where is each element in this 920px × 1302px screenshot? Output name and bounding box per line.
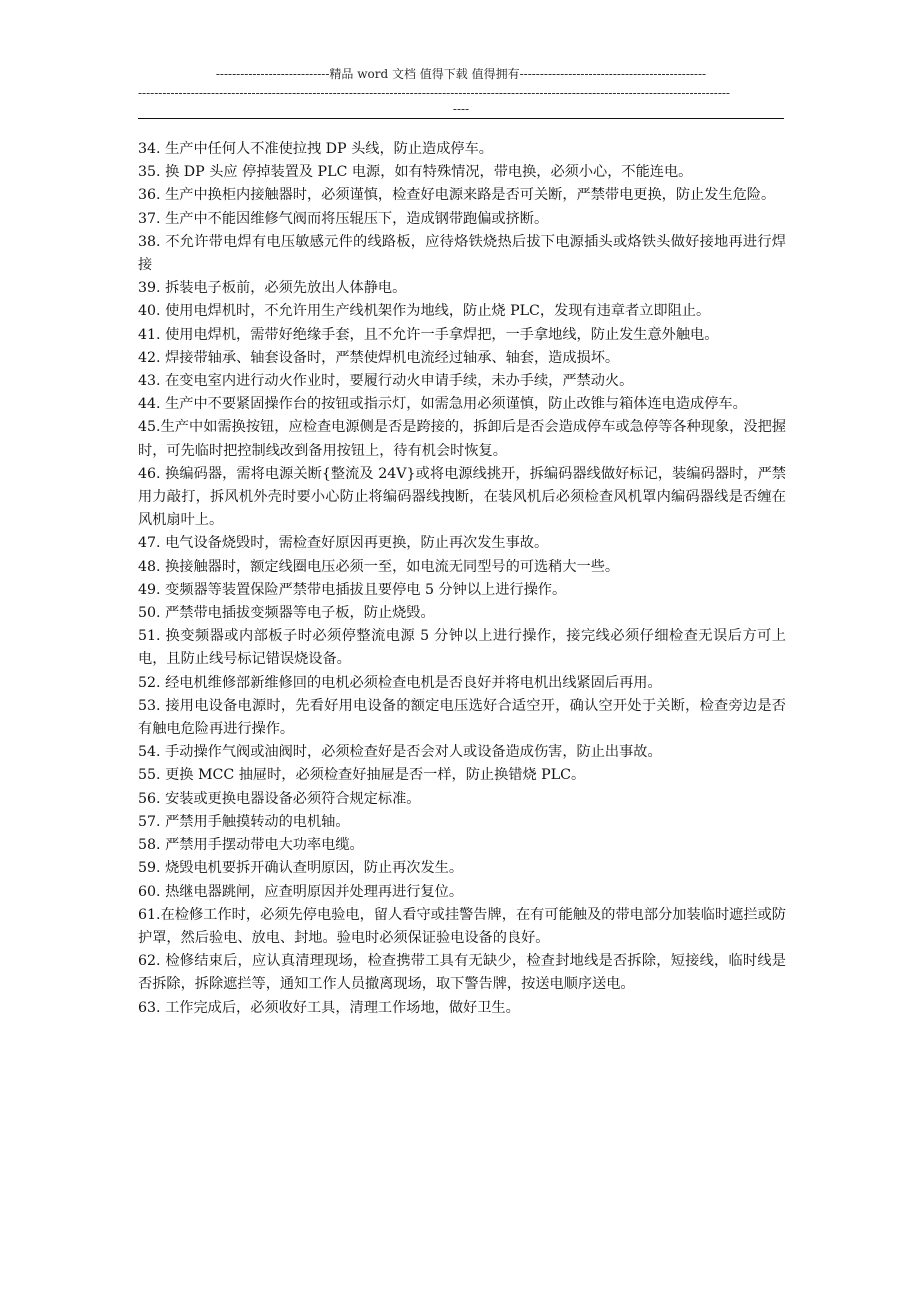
list-item: 43. 在变电室内进行动火作业时，要履行动火申请手续，未办手续，严禁动火。 [138,373,634,390]
list-item: 35. 换 DP 头应 停掉装置及 PLC 电源，如有特殊情况，带电换，必须小心，不能连电。 [138,164,693,181]
list-item: 48. 换接触器时，额定线圈电压必须一至，如电流无同型号的可选稍大一些。 [138,558,620,575]
list-item: 36. 生产中换柜内接触器时，必须谨慎，检查好电源来路是否可关断，严禁带电更换，防止发生危险。 [138,187,776,204]
list-item: 40. 使用电焊机时，不允许用生产线机架作为地线，防止烧 PLC，发现有违章者立即阻止。 [138,303,711,320]
list-item: 50. 严禁带电插拔变频器等电子板，防止烧毁。 [138,605,435,622]
list-item: 34. 生产中任何人不准使拉拽 DP 头线，防止造成停车。 [138,141,493,157]
page-header-dashes: -------------------------------------------------------------------------------------------------------------------------------------------------- [138,86,730,100]
list-item: 44. 生产中不要紧固操作台的按钮或指示灯，如需急用必须谨慎，防止改锥与箱体连电造成停车。 [138,396,747,413]
list-item: 62. 检修结束后，应认真清理现场，检查携带工具有无缺少，检查封地线是否拆除，短接线，临时线是否拆除，拆除遮拦等，通知工作人员撤离现场，取下警告牌，按送电顺序送电。 [138,953,786,993]
list-item: 45.生产中如需换按钮，应检查电源侧是否是跨接的，拆卸后是否会造成停车或急停等各种现象，没把握时，可先临时把控制线改到备用按钮上，待有机会时恢复。 [138,419,786,459]
list-item: 60. 热继电器跳闸，应查明原因并处理再进行复位。 [138,883,464,900]
document-body [138,138,786,1020]
list-item: 57. 严禁用手触摸转动的电机轴。 [138,813,350,830]
list-item: 38. 不允许带电焊有电压敏感元件的线路板，应待烙铁烧热后拔下电源插头或烙铁头做好接地再进行焊接 [138,233,786,274]
list-item: 52. 经电机维修部新维修回的电机必须检查电机是否良好并将电机出线紧固后再用。 [138,674,662,691]
list-item: 56. 安装或更换电器设备必须符合规定标准。 [138,790,421,807]
list-item: 53. 接用电设备电源时，先看好用电设备的额定电压选好合适空开，确认空开处于关断，检查旁边是否有触电危险再进行操作。 [138,697,786,738]
list-item: 42. 焊接带轴承、轴套设备时，严禁使焊机电流经过轴承、轴套，造成损坏。 [138,349,620,366]
list-item: 59. 烧毁电机要拆开确认查明原因，防止再次发生。 [138,860,464,877]
list-item: 63. 工作完成后，必须收好工具，清理工作场地，做好卫生。 [138,999,520,1016]
list-item: 37. 生产中不能因维修气阀而将压辊压下，造成钢带跑偏或挤断。 [138,210,549,227]
list-item: 51. 换变频器或内部板子时必须停整流电源 5 分钟以上进行操作，接完线必须仔细检查无误后方可上电，且防止线号标记错误烧设备。 [138,628,786,668]
list-item: 41. 使用电焊机，需带好绝缘手套，且不允许一手拿焊把，一手拿地线，防止发生意外触电。 [138,326,719,343]
list-item: 46. 换编码器，需将电源关断{整流及 24V}或将电源线挑开，拆编码器线做好标记，装编码器时，严禁用力敲打，拆风机外壳时要小心防止将编码器线拽断，在装风机后必须检查风机罩内编码器线是否缠在风机扇叶上。 [138,465,786,529]
page-header-dashes-end: ---- [452,102,470,116]
list-item: 55. 更换 MCC 抽屉时，必须检查好抽屉是否一样，防止换错烧 PLC。 [138,767,586,784]
list-item: 58. 严禁用手摆动带电大功率电缆。 [138,837,364,854]
list-item: 49. 变频器等装置保险严禁带电插拔且要停电 5 分钟以上进行操作。 [138,581,567,598]
list-item: 39. 拆装电子板前，必须先放出人体静电。 [138,280,407,297]
page-header: ----------------------------精品 word 文档 值得下载 值得拥有---------------------------------------------- [215,67,707,81]
header-rule [138,118,784,119]
list-item: 61.在检修工作时，必须先停电验电，留人看守或挂警告牌，在有可能触及的带电部分加装临时遮拦或防护罩，然后验电、放电、封地。验电时必须保证验电设备的良好。 [138,906,786,946]
list-item: 47. 电气设备烧毁时，需检查好原因再更换，防止再次发生事故。 [138,535,549,552]
list-item: 54. 手动操作气阀或油阀时，必须检查好是否会对人或设备造成伤害，防止出事故。 [138,744,662,761]
